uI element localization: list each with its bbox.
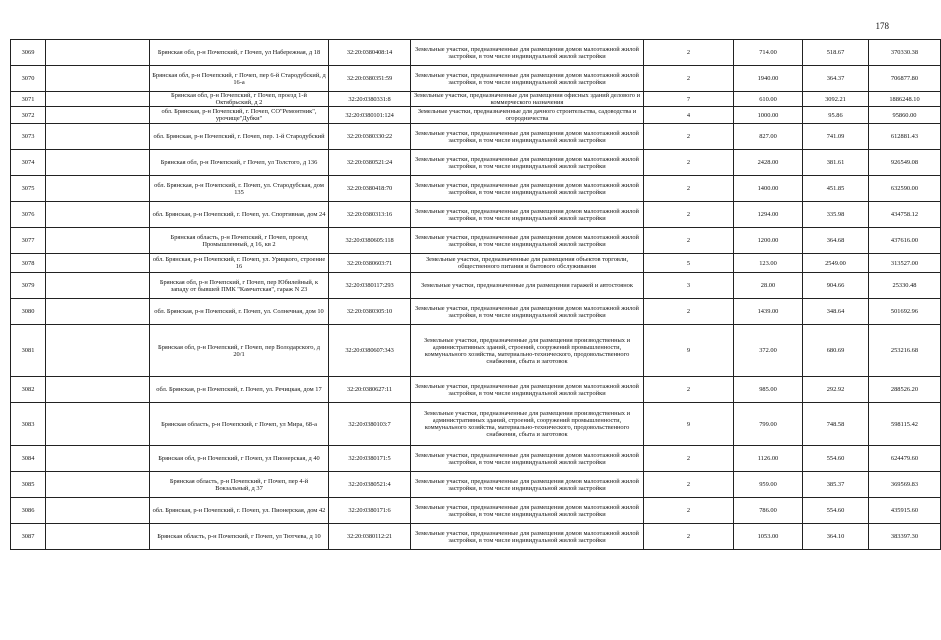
land-use-cell: Земельные участки, предназначенные для размещения домов малоэтажной жилой застройки, в том числе индивидуальной жилой застройки — [411, 472, 644, 498]
cadastral-value-cell: 313527.00 — [869, 254, 941, 273]
cadastral-number-cell: 32:20:0380418:70 — [329, 176, 411, 202]
cadastral-number-cell: 32:20:0380603:71 — [329, 254, 411, 273]
cadastral-value-cell: 435915.60 — [869, 498, 941, 524]
empty-cell — [46, 524, 150, 550]
address-cell: Брянская обл, р-н Почепский, г Почеп, пер 6-й Стародубский, д 16-а — [150, 66, 329, 92]
cadastral-number-cell: 32:20:0380607:343 — [329, 325, 411, 377]
cadastral-number-cell: 32:20:0380103:7 — [329, 403, 411, 446]
use-group-cell: 2 — [644, 40, 734, 66]
land-use-cell: Земельные участки, предназначенные для размещения домов малоэтажной жилой застройки, в том числе индивидуальной жилой застройки — [411, 446, 644, 472]
area-cell: 1126.00 — [734, 446, 803, 472]
address-cell: Брянская обл, р-н Почепский, г Почеп, ул Набережная, д 18 — [150, 40, 329, 66]
use-group-cell: 2 — [644, 377, 734, 403]
table-row — [11, 92, 941, 107]
empty-cell — [46, 66, 150, 92]
cadastral-number-cell: 32:20:0380117:293 — [329, 273, 411, 299]
land-use-cell: Земельные участки, предназначенные для размещения домов малоэтажной жилой застройки, в том числе индивидуальной жилой застройки — [411, 524, 644, 550]
table-row — [11, 254, 941, 273]
cadastral-number-cell: 32:20:0380313:16 — [329, 202, 411, 228]
area-cell: 1940.00 — [734, 66, 803, 92]
row-number-cell: 3073 — [11, 124, 46, 150]
land-use-cell: Земельные участки, предназначенные для размещения домов малоэтажной жилой застройки, в том числе индивидуальной жилой застройки — [411, 176, 644, 202]
specific-value-cell: 95.86 — [803, 107, 869, 124]
empty-cell — [46, 176, 150, 202]
cadastral-number-cell: 32:20:0380408:14 — [329, 40, 411, 66]
table-row — [11, 66, 941, 92]
table-row — [11, 299, 941, 325]
cadastral-value-cell: 632590.00 — [869, 176, 941, 202]
cadastral-number-cell: 32:20:0380171:5 — [329, 446, 411, 472]
area-cell: 372.00 — [734, 325, 803, 377]
empty-cell — [46, 40, 150, 66]
specific-value-cell: 364.68 — [803, 228, 869, 254]
area-cell: 1053.00 — [734, 524, 803, 550]
address-cell: обл. Брянская, р-н Почепский, г. Почеп, ул. Урицкого, строение 16 — [150, 254, 329, 273]
address-cell: обл. Брянская, р-н Почепский, г. Почеп, ул. Речицкая, дом 17 — [150, 377, 329, 403]
row-number-cell: 3079 — [11, 273, 46, 299]
row-number-cell: 3082 — [11, 377, 46, 403]
cadastral-number-cell: 32:20:0380331:8 — [329, 92, 411, 107]
land-use-cell: Земельные участки, предназначенные для размещения домов малоэтажной жилой застройки, в том числе индивидуальной жилой застройки — [411, 498, 644, 524]
specific-value-cell: 292.92 — [803, 377, 869, 403]
address-cell: Брянская обл, р-н Почепский, г Почеп, проезд 1-й Октябрьский, д 2 — [150, 92, 329, 107]
empty-cell — [46, 254, 150, 273]
cadastral-value-cell: 624479.60 — [869, 446, 941, 472]
cadastral-number-cell: 32:20:0380521:24 — [329, 150, 411, 176]
specific-value-cell: 2549.00 — [803, 254, 869, 273]
address-cell: обл. Брянская, р-н Почепский, г. Почеп, пер. 1-й Стародубский — [150, 124, 329, 150]
row-number-cell: 3071 — [11, 92, 46, 107]
specific-value-cell: 904.66 — [803, 273, 869, 299]
address-cell: Брянская обл, р-н Почепский, г Почеп, ул Пионерская, д 40 — [150, 446, 329, 472]
use-group-cell: 9 — [644, 325, 734, 377]
table-row — [11, 524, 941, 550]
cadastral-value-cell: 288526.20 — [869, 377, 941, 403]
cadastral-value-cell: 434758.12 — [869, 202, 941, 228]
cadastral-value-cell: 95860.00 — [869, 107, 941, 124]
table-row — [11, 40, 941, 66]
table-row — [11, 403, 941, 446]
use-group-cell: 9 — [644, 403, 734, 446]
cadastral-value-table — [10, 39, 941, 550]
row-number-cell: 3078 — [11, 254, 46, 273]
land-use-cell: Земельные участки, предназначенные для размещения домов малоэтажной жилой застройки, в том числе индивидуальной жилой застройки — [411, 40, 644, 66]
cadastral-value-cell: 253216.68 — [869, 325, 941, 377]
empty-cell — [46, 107, 150, 124]
empty-cell — [46, 273, 150, 299]
row-number-cell: 3075 — [11, 176, 46, 202]
land-use-cell: Земельные участки, предназначенные для размещения домов малоэтажной жилой застройки, в том числе индивидуальной жилой застройки — [411, 202, 644, 228]
address-cell: Брянская обл, р-н Почепский, г Почеп, пер Юбилейный, к западу от бывшей ПМК "Камчатская", гараж N 23 — [150, 273, 329, 299]
land-use-cell: Земельные участки, предназначенные для размещения офисных зданий делового и коммерческого назначения — [411, 92, 644, 107]
use-group-cell: 2 — [644, 299, 734, 325]
address-cell: Брянская обл, р-н Почепский, г Почеп, ул Толстого, д 136 — [150, 150, 329, 176]
table-row — [11, 498, 941, 524]
area-cell: 1400.00 — [734, 176, 803, 202]
address-cell: обл. Брянская, р-н Почепский, г. Почеп, ул. Стародубская, дом 135 — [150, 176, 329, 202]
row-number-cell: 3072 — [11, 107, 46, 124]
area-cell: 2428.00 — [734, 150, 803, 176]
row-number-cell: 3085 — [11, 472, 46, 498]
address-cell: обл. Брянская, р-н Почепский, г. Почеп, ул. Спортивная, дом 24 — [150, 202, 329, 228]
cadastral-number-cell: 32:20:0380171:6 — [329, 498, 411, 524]
address-cell: обл. Брянская, р-н Почепский, г. Почеп, ул. Пионерская, дом 42 — [150, 498, 329, 524]
area-cell: 610.00 — [734, 92, 803, 107]
use-group-cell: 2 — [644, 66, 734, 92]
cadastral-number-cell: 32:20:0380305:10 — [329, 299, 411, 325]
area-cell: 1439.00 — [734, 299, 803, 325]
row-number-cell: 3087 — [11, 524, 46, 550]
specific-value-cell: 554.60 — [803, 498, 869, 524]
land-use-cell: Земельные участки, предназначенные для размещения домов малоэтажной жилой застройки, в том числе индивидуальной жилой застройки — [411, 124, 644, 150]
empty-cell — [46, 150, 150, 176]
empty-cell — [46, 202, 150, 228]
row-number-cell: 3076 — [11, 202, 46, 228]
cadastral-value-cell: 25330.48 — [869, 273, 941, 299]
table-row — [11, 273, 941, 299]
cadastral-value-cell: 598115.42 — [869, 403, 941, 446]
row-number-cell: 3077 — [11, 228, 46, 254]
cadastral-value-cell: 437616.00 — [869, 228, 941, 254]
empty-cell — [46, 403, 150, 446]
land-use-cell: Земельные участки, предназначенные для дачного строительства, садоводства и огородничества — [411, 107, 644, 124]
row-number-cell: 3084 — [11, 446, 46, 472]
address-cell: Брянская область, р-н Почепский, г Почеп, пер 4-й Вокзальный, д 37 — [150, 472, 329, 498]
specific-value-cell: 451.85 — [803, 176, 869, 202]
use-group-cell: 2 — [644, 498, 734, 524]
cadastral-value-cell: 612881.43 — [869, 124, 941, 150]
use-group-cell: 2 — [644, 202, 734, 228]
cadastral-value-cell: 706877.80 — [869, 66, 941, 92]
specific-value-cell: 680.69 — [803, 325, 869, 377]
use-group-cell: 3 — [644, 273, 734, 299]
specific-value-cell: 385.37 — [803, 472, 869, 498]
row-number-cell: 3080 — [11, 299, 46, 325]
cadastral-number-cell: 32:20:0380605:118 — [329, 228, 411, 254]
cadastral-value-cell: 1886248.10 — [869, 92, 941, 107]
use-group-cell: 2 — [644, 150, 734, 176]
area-cell: 123.00 — [734, 254, 803, 273]
table-row — [11, 325, 941, 377]
use-group-cell: 2 — [644, 472, 734, 498]
cadastral-value-cell: 501692.96 — [869, 299, 941, 325]
address-cell: Брянская область, р-н Почепский, г Почеп, проезд Промышленный, д 16, кв 2 — [150, 228, 329, 254]
land-use-cell: Земельные участки, предназначенные для размещения производственных и административных зданий, строений, сооружений промышленности, коммунального хозяйства, материально-технического, продовольственного снабжения, сбыта и заготовок — [411, 325, 644, 377]
land-use-cell: Земельные участки, предназначенные для размещения гаражей и автостоянок — [411, 273, 644, 299]
table-row — [11, 446, 941, 472]
land-use-cell: Земельные участки, предназначенные для размещения домов малоэтажной жилой застройки, в том числе индивидуальной жилой застройки — [411, 299, 644, 325]
land-use-cell: Земельные участки, предназначенные для размещения домов малоэтажной жилой застройки, в том числе индивидуальной жилой застройки — [411, 150, 644, 176]
empty-cell — [46, 124, 150, 150]
specific-value-cell: 364.37 — [803, 66, 869, 92]
area-cell: 786.00 — [734, 498, 803, 524]
use-group-cell: 2 — [644, 176, 734, 202]
specific-value-cell: 741.09 — [803, 124, 869, 150]
empty-cell — [46, 498, 150, 524]
area-cell: 714.00 — [734, 40, 803, 66]
table-row — [11, 150, 941, 176]
cadastral-value-cell: 370330.38 — [869, 40, 941, 66]
address-cell: обл. Брянская, р-н Почепский, г. Почеп, СО"Ремонтник", урочище"Дубки" — [150, 107, 329, 124]
page-number: 178 — [875, 21, 889, 31]
row-number-cell: 3070 — [11, 66, 46, 92]
area-cell: 1000.00 — [734, 107, 803, 124]
specific-value-cell: 554.60 — [803, 446, 869, 472]
table-row — [11, 176, 941, 202]
cadastral-number-cell: 32:20:0380627:11 — [329, 377, 411, 403]
specific-value-cell: 348.64 — [803, 299, 869, 325]
area-cell: 959.00 — [734, 472, 803, 498]
cadastral-number-cell: 32:20:0380521:4 — [329, 472, 411, 498]
table-row — [11, 228, 941, 254]
area-cell: 799.00 — [734, 403, 803, 446]
address-cell: обл. Брянская, р-н Почепский, г. Почеп, ул. Солнечная, дом 10 — [150, 299, 329, 325]
empty-cell — [46, 377, 150, 403]
address-cell: Брянская область, р-н Почепский, г Почеп, ул Тютчева, д 10 — [150, 524, 329, 550]
area-cell: 827.00 — [734, 124, 803, 150]
table-row — [11, 202, 941, 228]
row-number-cell: 3074 — [11, 150, 46, 176]
table-row — [11, 107, 941, 124]
specific-value-cell: 3092.21 — [803, 92, 869, 107]
row-number-cell: 3081 — [11, 325, 46, 377]
land-use-cell: Земельные участки, предназначенные для размещения домов малоэтажной жилой застройки, в том числе индивидуальной жилой застройки — [411, 377, 644, 403]
row-number-cell: 3069 — [11, 40, 46, 66]
cadastral-number-cell: 32:20:0380351:59 — [329, 66, 411, 92]
cadastral-value-cell: 369569.83 — [869, 472, 941, 498]
cadastral-value-cell: 926549.08 — [869, 150, 941, 176]
use-group-cell: 2 — [644, 524, 734, 550]
table-row — [11, 472, 941, 498]
use-group-cell: 5 — [644, 254, 734, 273]
cadastral-number-cell: 32:20:0380112:21 — [329, 524, 411, 550]
table-row — [11, 124, 941, 150]
land-use-cell: Земельные участки, предназначенные для размещения производственных и административных зданий, строений, сооружений промышленности, коммунального хозяйства, материально-технического, продовольственного снабжения, сбыта и заготовок — [411, 403, 644, 446]
area-cell: 1294.00 — [734, 202, 803, 228]
land-use-cell: Земельные участки, предназначенные для размещения объектов торговли, общественного питания и бытового обслуживания — [411, 254, 644, 273]
address-cell: Брянская область, р-н Почепский, г Почеп, ул Мира, 68-а — [150, 403, 329, 446]
empty-cell — [46, 299, 150, 325]
use-group-cell: 7 — [644, 92, 734, 107]
cadastral-value-cell: 383397.30 — [869, 524, 941, 550]
empty-cell — [46, 472, 150, 498]
land-use-cell: Земельные участки, предназначенные для размещения домов малоэтажной жилой застройки, в том числе индивидуальной жилой застройки — [411, 66, 644, 92]
empty-cell — [46, 228, 150, 254]
row-number-cell: 3083 — [11, 403, 46, 446]
specific-value-cell: 748.58 — [803, 403, 869, 446]
cadastral-number-cell: 32:20:0380330:22 — [329, 124, 411, 150]
table-body — [11, 40, 941, 550]
row-number-cell: 3086 — [11, 498, 46, 524]
cadastral-number-cell: 32:20:0380101:124 — [329, 107, 411, 124]
use-group-cell: 2 — [644, 446, 734, 472]
specific-value-cell: 335.98 — [803, 202, 869, 228]
area-cell: 985.00 — [734, 377, 803, 403]
area-cell: 28.00 — [734, 273, 803, 299]
empty-cell — [46, 446, 150, 472]
use-group-cell: 2 — [644, 228, 734, 254]
area-cell: 1200.00 — [734, 228, 803, 254]
specific-value-cell: 518.67 — [803, 40, 869, 66]
table-row — [11, 377, 941, 403]
empty-cell — [46, 325, 150, 377]
empty-cell — [46, 92, 150, 107]
land-use-cell: Земельные участки, предназначенные для размещения домов малоэтажной жилой застройки, в том числе индивидуальной жилой застройки — [411, 228, 644, 254]
address-cell: Брянская обл, р-н Почепский, г Почеп, пер Володарского, д 20/1 — [150, 325, 329, 377]
use-group-cell: 2 — [644, 124, 734, 150]
specific-value-cell: 381.61 — [803, 150, 869, 176]
use-group-cell: 4 — [644, 107, 734, 124]
specific-value-cell: 364.10 — [803, 524, 869, 550]
